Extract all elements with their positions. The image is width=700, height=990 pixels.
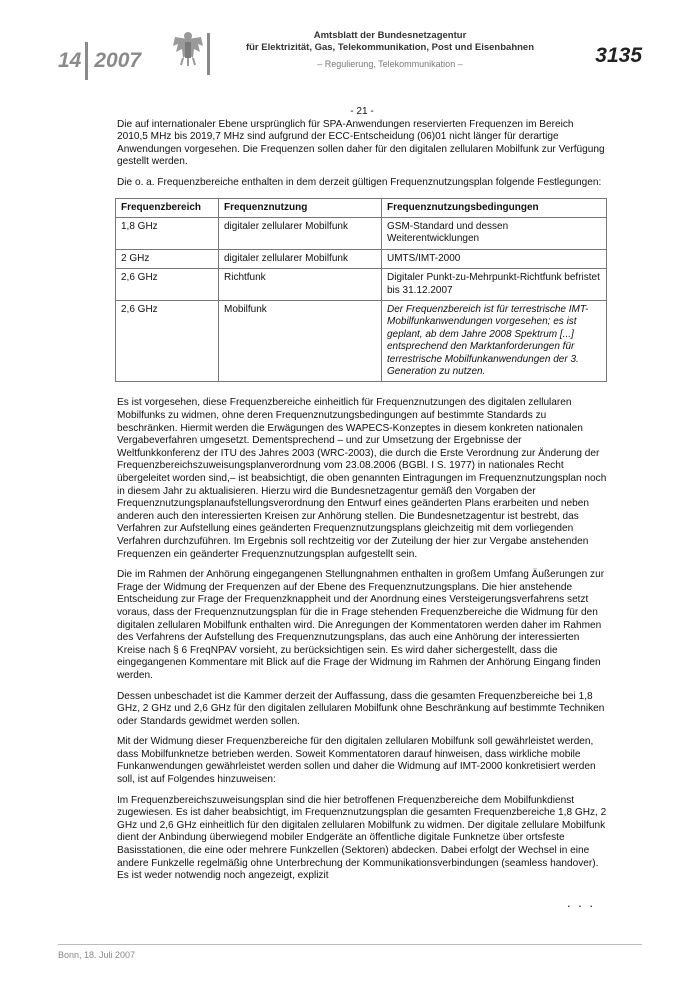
paragraph-3: Es ist vorgesehen, diese Frequenzbereiche einheitlich für Frequenznutzungen des digitalen zellularen Mobilfunks zu widmen, ohne deren Frequenznutzungsbedingungen auf bestimmte Standards zu beschränken. Hiermit werden die Erwägungen des WAPECS-Konzeptes in diesem konkreten nationalen Vergabeverfahren umgesetzt. Dementsprechend – und zur Umsetzung der Ergebnisse der Weltfunkkonferenz der ITU des Jahres 2003 (WRC-2003), die durch die Erste Verordnung zur Änderung der Frequenzbereichszuweisungsplanverordnung vom 23.08.2006 (BGBl. I S. 1977) in nationales Recht übergeleitet worden sind,– ist beabsichtigt, die oben genannten Eintragungen im Frequenznutzungsplan noch in diesem Jahr zu aktualisieren. Hierzu wird die Bundesnetzagentur gemäß den Vorgaben der Frequenznutzungsplanaufstellungsverordnung den Entwurf eines geänderten Plans erarbeiten und neben anderen auch den interessierten Kreisen zur Anhörung stellen. Die Bundesnetzagentur ist bestrebt, das Verfahren zur Aufstellung eines geänderten Frequenznutzungsplans gleichzeitig mit dem vorliegenden Verfahren durchzuführen. Im Ergebnis soll rechtzeitig vor der Zuteilung der hier zur Vergabe anstehenden Frequenzen ein geänderter Frequenznutzungsplan aufgestellt sein. xyxy=(117,397,607,560)
paragraph-1: Die auf internationaler Ebene ursprünglich für SPA-Anwendungen reservierten Frequenzen im Bereich 2010,5 MHz bis 2019,7 MHz sind aufgrund der ECC-Entscheidung (06)01 nicht länger für derartige Anwendungen vorgesehen. Die Frequenzen sollen daher für den digitalen zellularen Mobilfunk zur Verfügung gestellt werden. xyxy=(117,118,605,168)
table-row xyxy=(116,301,607,382)
frequency-table xyxy=(115,198,607,383)
masthead-subtitle: für Elektrizität, Gas, Telekommunikation, Post und Eisenbahnen xyxy=(245,42,535,54)
table-cell: digitaler zellularer Mobilfunk xyxy=(219,217,382,249)
issue-year: 2007 xyxy=(94,49,142,72)
table-cell: 2 GHz xyxy=(116,249,219,268)
continuation-marker: . . . xyxy=(566,895,595,910)
paragraph-2: Die o. a. Frequenzbereiche enthalten in dem derzeit gültigen Frequenznutzungsplan folgende Festlegungen: xyxy=(117,176,602,188)
table-cell: 2,6 GHz xyxy=(116,301,219,382)
table-header-cell: Frequenzbereich xyxy=(116,198,219,217)
page-number: 3135 xyxy=(595,44,642,67)
table-header-row xyxy=(116,198,607,217)
table-header-cell: Frequenznutzungsbedingungen xyxy=(382,198,607,217)
paragraph-7: Im Frequenzbereichszuweisungsplan sind die hier betroffenen Frequenzbereiche dem Mobilfunkdienst zugewiesen. Es ist daher beabsichtigt, im Frequenznutzungsplan die gesamten Frequenzbereiche 1,8 GHz, 2 GHz und 2,6 GHz einheitlich für den digitalen zellularen Mobilfunk zu widmen. Der digitale zellulare Mobilfunk dient der Anbindung überwiegend mobiler Endgeräte an öffentliche digitale Funknetze über ortsfeste Basisstationen, die eine oder mehrere Funkzellen (Sektoren) abdecken. Dabei erfolgt der Wechsel in eine andere Funkzelle regelmäßig ohne Unterbrechung der Kommunikationsverbindungen (seamless handover). Es ist weder notwendig noch angezeigt, explizit xyxy=(117,794,607,882)
table-row xyxy=(116,269,607,301)
table-cell: Digitaler Punkt-zu-Mehrpunkt-Richtfunk befristet bis 31.12.2007 xyxy=(382,269,607,301)
table-cell: Mobilfunk xyxy=(219,301,382,382)
paragraph-5: Dessen unbeschadet ist die Kammer derzeit der Auffassung, dass die gesamten Frequenzbereiche bei 1,8 GHz, 2 GHz und 2,6 GHz für den digitalen zellularen Mobilfunk ohne Beschränkung auf bestimmte Techniken oder Standards gewidmet werden sollen. xyxy=(117,690,605,727)
federal-eagle-icon xyxy=(172,28,204,68)
masthead-title: Amtsblatt der Bundesnetzagentur xyxy=(313,30,467,41)
table-header-cell: Frequenznutzung xyxy=(219,198,382,217)
paragraph-6: Mit der Widmung dieser Frequenzbereiche für den digitalen zellularen Mobilfunk soll gewährleistet werden, dass Mobilfunknetze betrieben werden. Soweit Kommentatoren darauf hinweisen, dass wirkliche mobile Funkanwendungen gewährleistet werden sollen und daher die Widmung auf IMT-2000 konkretisiert werden soll, ist auf Folgendes hinzuweisen: xyxy=(117,736,596,786)
table-row xyxy=(116,249,607,268)
footer-place-date: Bonn, 18. Juli 2007 xyxy=(58,950,136,960)
table-row xyxy=(116,217,607,249)
inner-page-number: - 21 - xyxy=(350,106,374,117)
header-divider xyxy=(207,33,210,75)
table-cell: 2,6 GHz xyxy=(116,269,219,301)
table-cell: Der Frequenzbereich ist für terrestrische IMT-Mobilfunkanwendungen vorgesehen; es ist geplant, ab dem Jahre 2008 Spektrum [...] entsprechend den Marktanforderungen für terrestrische Mobilfunkanwendungen der 3. Generation zu nutzen. xyxy=(382,301,607,382)
masthead xyxy=(215,30,565,70)
document-body xyxy=(117,106,607,891)
issue-marker xyxy=(58,42,141,80)
table-cell: UMTS/IMT-2000 xyxy=(382,249,607,268)
table-cell: digitaler zellularer Mobilfunk xyxy=(219,249,382,268)
issue-number: 14 xyxy=(58,49,82,72)
footer-rule xyxy=(58,944,642,945)
paragraph-4: Die im Rahmen der Anhörung eingegangenen Stellungnahmen enthalten in großem Umfang Äußerungen zur Frage der Widmung der Frequenzen auf der Ebene des Frequenznutzungsplans. Die hier anstehende Entscheidung zur Frage der Frequenzknappheit und der Anordnung eines Versteigerungsverfahrens setzt voraus, dass der Frequenznutzungsplan für die in Frage stehenden Frequenzbereiche die Widmung für den digitalen zellularen Mobilfunk enthalten wird. Die Anregungen der Kommentatoren werden daher im Rahmen des Verfahrens der Aufstellung des Frequenznutzungsplans, das auch eine Anhörung der interessierten Kreise nach § 6 FreqNPAV vorsieht, zu berücksichtigen sein. Es wird daher sichergestellt, dass die eingegangenen Kommentare mit Blick auf die Frage der Widmung im Rahmen der Anhörung Eingang finden werden. xyxy=(117,569,605,681)
issue-separator xyxy=(85,42,88,80)
table-cell: GSM-Standard und dessen Weiterentwicklungen xyxy=(382,217,607,249)
masthead-section: – Regulierung, Telekommunikation – xyxy=(317,58,463,69)
table-cell: Richtfunk xyxy=(219,269,382,301)
table-cell: 1,8 GHz xyxy=(116,217,219,249)
